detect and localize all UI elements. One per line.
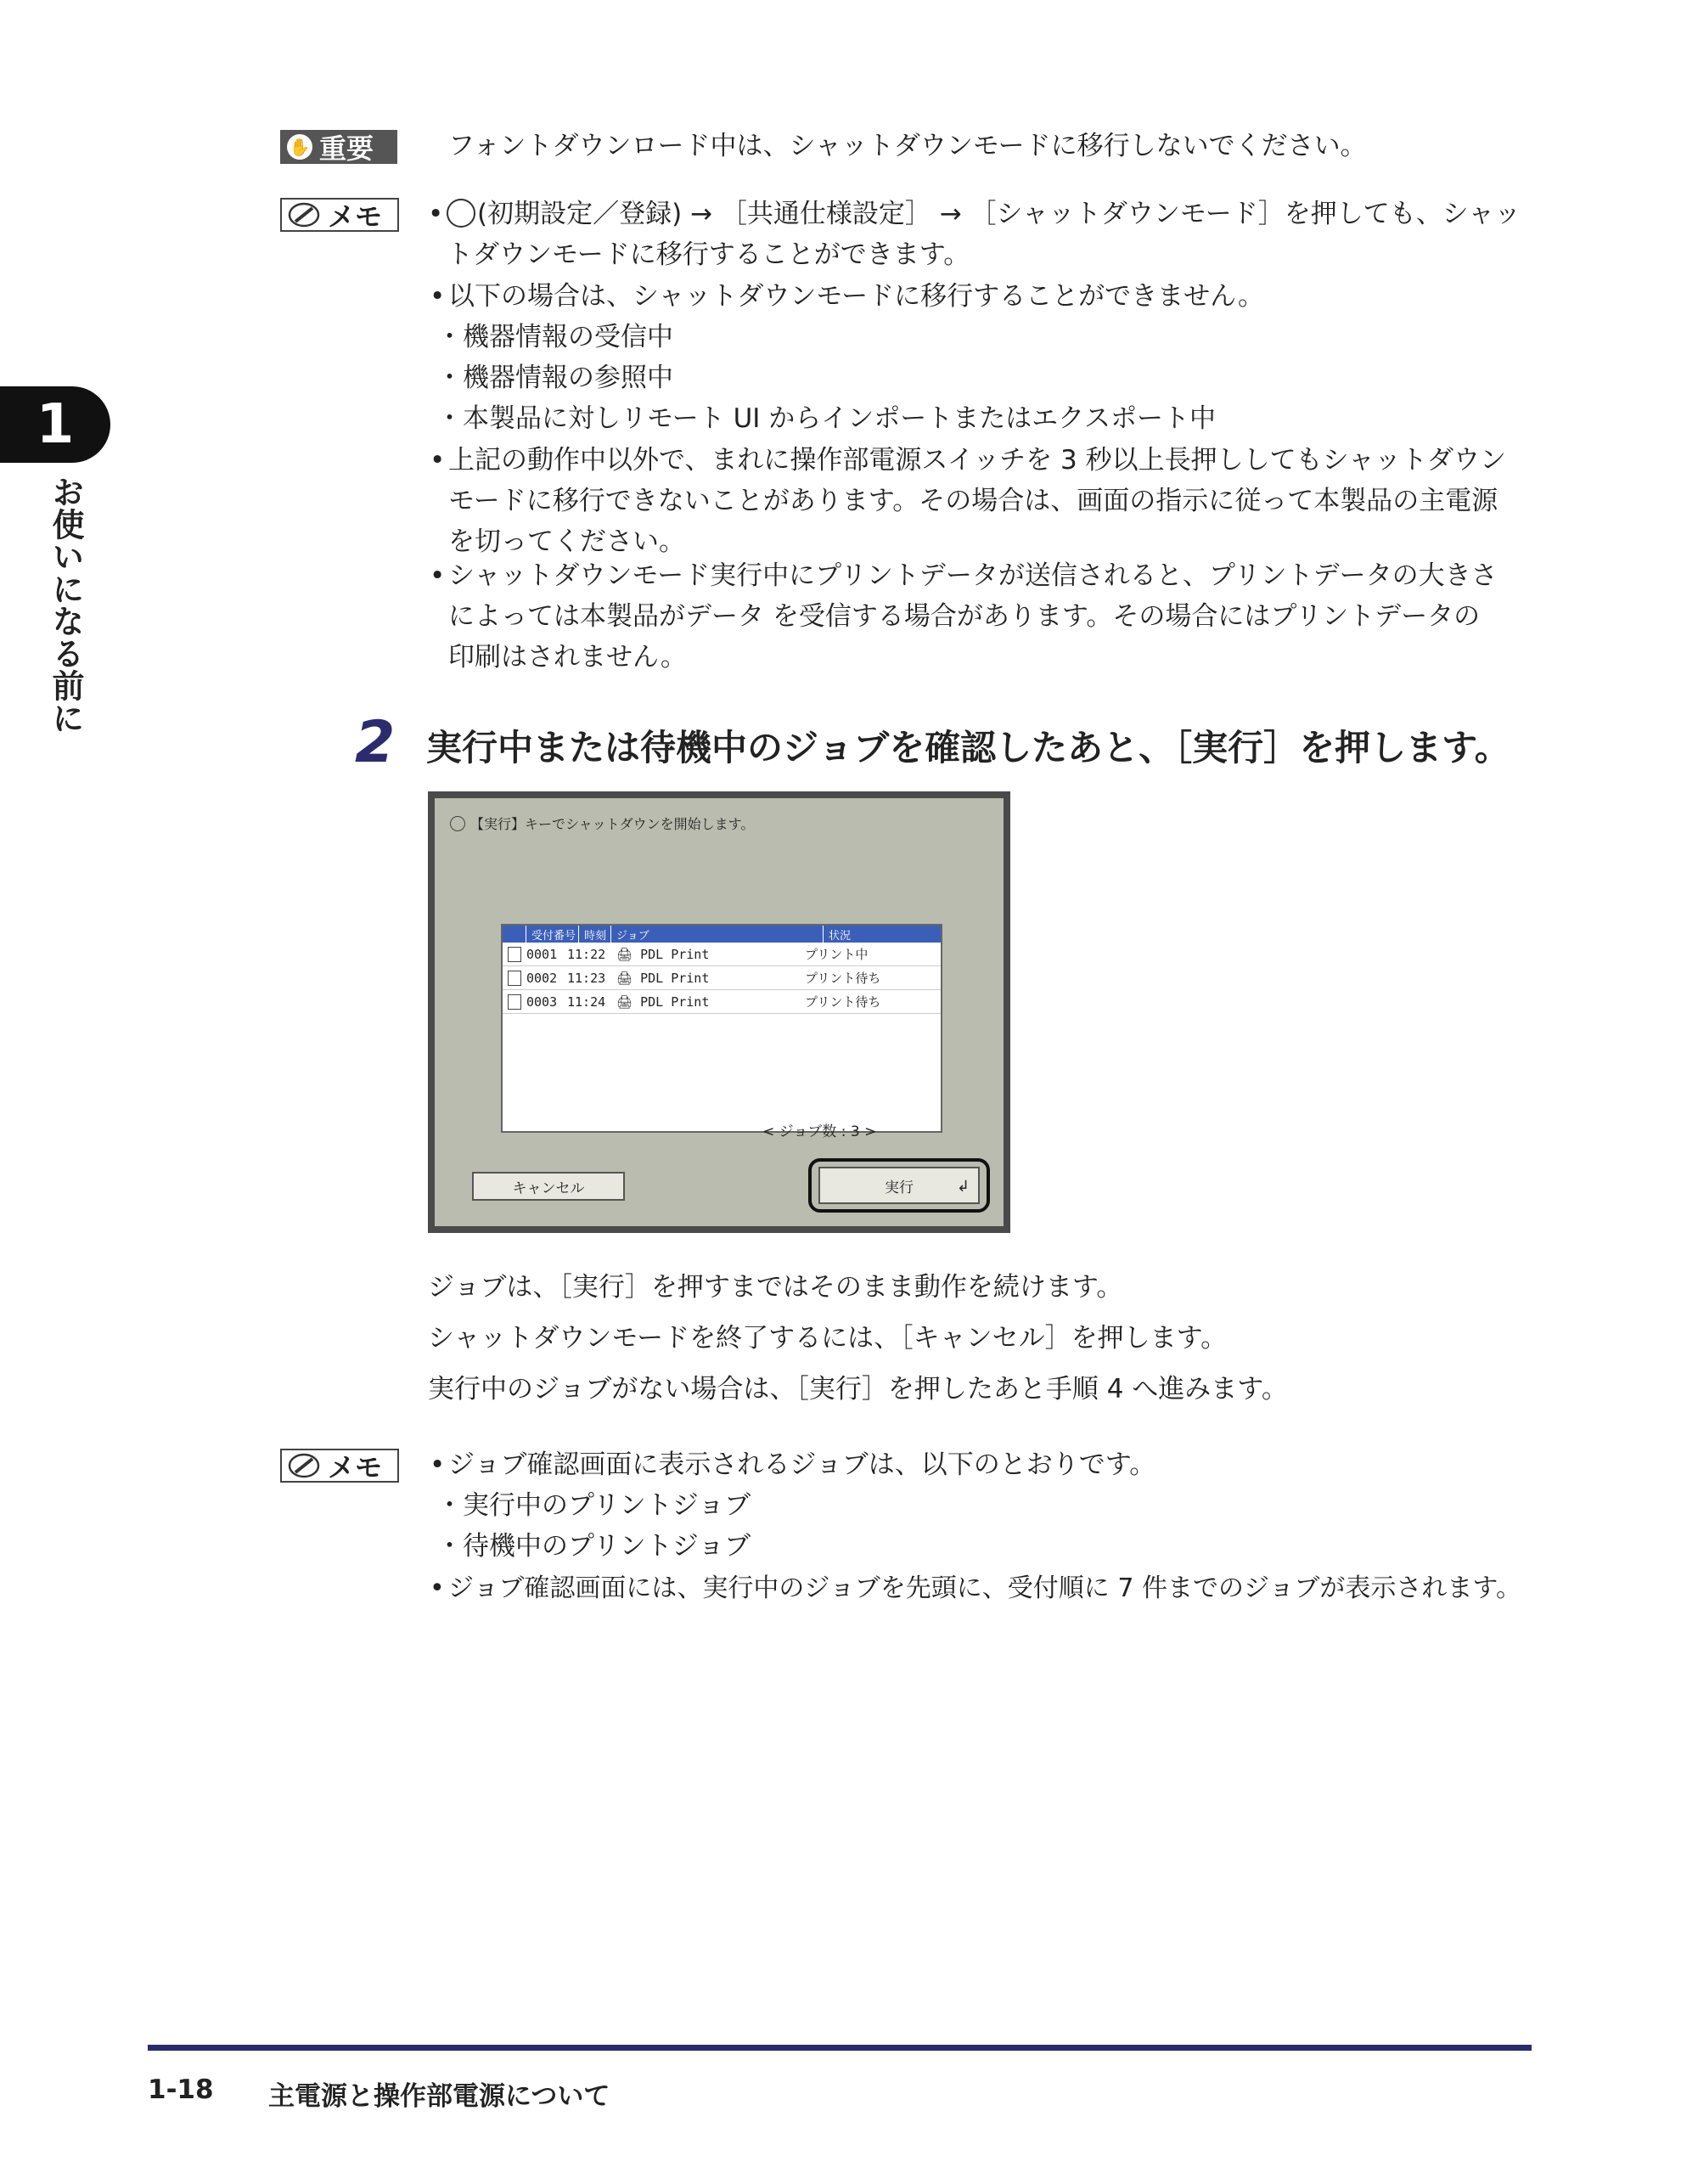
printer-icon: 🖨: [616, 970, 633, 986]
document-icon: [508, 947, 521, 962]
memo-badge: [280, 198, 399, 232]
chapter-tab: [0, 386, 110, 463]
memo-badge-2: [280, 1449, 399, 1483]
job-count: < ジョブ数 : 3 >: [762, 1123, 877, 1140]
memo-subitem-2: ・機器情報の参照中: [436, 363, 673, 393]
table-row[interactable]: 0002 11:23 🖨 PDL Print プリント待ち: [503, 966, 941, 990]
chapter-label: お使いになる前に: [47, 476, 84, 734]
important-text: フォントダウンロード中は、シャットダウンモードに移行しないでください。: [448, 131, 1367, 161]
job-table-header: 受付番号 時刻 ジョブ 状況: [503, 926, 941, 943]
memo-label-2: メモ: [328, 1451, 383, 1483]
memo-subitem-1: ・機器情報の受信中: [436, 322, 673, 352]
chapter-number: 1: [36, 393, 75, 456]
step-title: 実行中または待機中のジョブを確認したあと、［実行］を押します。: [426, 727, 1510, 768]
memo-item-1: • (初期設定／登録) → ［共通仕様設定］ → ［シャットダウンモード］を押しても、シャッ トダウンモードに移行することができます。: [428, 199, 1521, 270]
execute-button[interactable]: 実行 ↲: [818, 1167, 980, 1204]
printer-icon: 🖨: [616, 993, 633, 1010]
table-row[interactable]: 0001 11:22 🖨 PDL Print プリント中: [503, 943, 941, 966]
memo-item-2: • 以下の場合は、シャットダウンモードに移行することができません。: [448, 276, 1264, 317]
memo2-subitem-2: ・待機中のプリントジョブ: [436, 1531, 751, 1562]
memo2-subitem-1: ・実行中のプリントジョブ: [436, 1490, 751, 1521]
footer-title: 主電源と操作部電源について: [268, 2081, 610, 2112]
settings-key-icon: [447, 199, 475, 228]
table-row[interactable]: 0003 11:24 🖨 PDL Print プリント待ち: [503, 990, 941, 1014]
settings-icon: [450, 816, 465, 831]
important-badge: [280, 130, 397, 164]
memo-item-3: • 上記の動作中以外で、まれに操作部電源スイッチを 3 秒以上長押ししてもシャットダウン モードに移行できないことがあります。その場合は、画面の指示に従って本製品の主電源 を切ってください。: [430, 445, 1506, 557]
hand-stop-icon: ✋: [287, 134, 312, 160]
device-screen: [428, 791, 1010, 1233]
cancel-button[interactable]: キャンセル: [472, 1172, 625, 1201]
body-paragraph-3: 実行中のジョブがない場合は、［実行］を押したあと手順 4 へ進みます。: [428, 1374, 1288, 1404]
pencil-icon: [287, 1452, 321, 1479]
important-label: 重要: [319, 132, 374, 165]
footer-rule: [148, 2045, 1532, 2051]
job-table: [501, 924, 942, 1133]
enter-icon: ↲: [956, 1178, 970, 1196]
memo-label: メモ: [328, 200, 383, 233]
document-icon: [508, 971, 521, 986]
body-paragraph-1: ジョブは、［実行］を押すまではそのまま動作を続けます。: [428, 1272, 1123, 1303]
document-icon: [508, 994, 521, 1010]
page-number: 1-18: [148, 2074, 214, 2105]
screen-message: 【実行】キーでシャットダウンを開始します。: [450, 813, 754, 833]
memo-subitem-3: ・本製品に対しリモート UI からインポートまたはエクスポート中: [436, 403, 1216, 434]
pencil-icon: [287, 201, 321, 228]
memo2-item-1: • ジョブ確認画面に表示されるジョブは、以下のとおりです。: [448, 1444, 1155, 1485]
memo2-item-2: • ジョブ確認画面には、実行中のジョブを先頭に、受付順に 7 件までのジョブが表示されます。: [448, 1568, 1521, 1609]
memo-item-4: • シャットダウンモード実行中にプリントデータが送信されると、プリントデータの大きさ によっては本製品がデータ を受信する場合があります。その場合にはプリントデータの 印刷はされません。: [430, 560, 1498, 673]
body-paragraph-2: シャットダウンモードを終了するには、［キャンセル］を押します。: [428, 1323, 1228, 1354]
printer-icon: 🖨: [616, 946, 633, 962]
step-number: 2: [355, 709, 396, 776]
